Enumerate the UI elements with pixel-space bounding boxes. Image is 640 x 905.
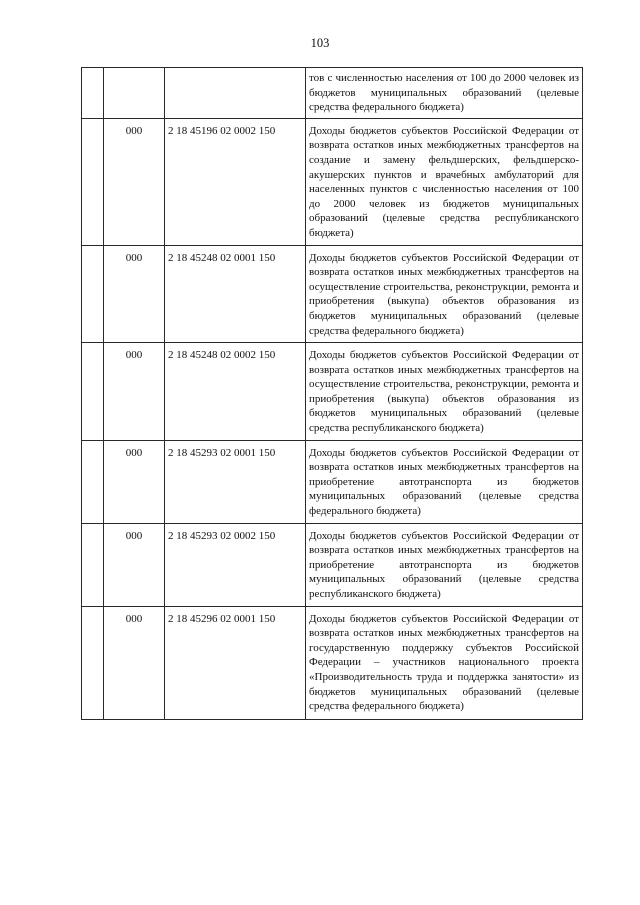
empty-cell bbox=[82, 440, 104, 523]
table-row bbox=[82, 523, 583, 606]
description-cell: Доходы бюджетов субъектов Российской Федерации от возврата остатков иных межбюджетных трансфертов на создание и замену фельдшерских, фельдшерско-акушерских пунктов и врачебных амбулаторий для населенных пунктов с численностью населения от 100 до 2000 человек из бюджетов муниципальных образований (целевые средства республиканского бюджета) bbox=[306, 118, 583, 245]
admin-code-cell: 000 bbox=[104, 245, 165, 343]
table-row bbox=[82, 245, 583, 343]
empty-cell bbox=[82, 68, 104, 119]
description-cell: Доходы бюджетов субъектов Российской Федерации от возврата остатков иных межбюджетных трансфертов на приобретение автотранспорта из бюджетов муниципальных образований (целевые средства республиканского бюджета) bbox=[306, 523, 583, 606]
description-cell: Доходы бюджетов субъектов Российской Федерации от возврата остатков иных межбюджетных трансфертов на приобретение автотранспорта из бюджетов муниципальных образований (целевые средства федерального бюджета) bbox=[306, 440, 583, 523]
admin-code-cell: 000 bbox=[104, 440, 165, 523]
empty-cell bbox=[82, 245, 104, 343]
description-cell: Доходы бюджетов субъектов Российской Федерации от возврата остатков иных межбюджетных трансфертов на осуществление строительства, реконструкции, ремонта и приобретения (выкупа) объектов образования из бюджетов муниципальных образований (целевые средства федерального бюджета) bbox=[306, 245, 583, 343]
empty-cell bbox=[82, 606, 104, 719]
budget-code-cell: 2 18 45293 02 0001 150 bbox=[165, 440, 306, 523]
description-cell: Доходы бюджетов субъектов Российской Федерации от возврата остатков иных межбюджетных трансфертов на осуществление строительства, реконструкции, ремонта и приобретения (выкупа) объектов образования из бюджетов муниципальных образований (целевые средства республиканского бюджета) bbox=[306, 343, 583, 441]
empty-cell bbox=[82, 343, 104, 441]
budget-code-cell: 2 18 45248 02 0001 150 bbox=[165, 245, 306, 343]
description-cell: Доходы бюджетов субъектов Российской Федерации от возврата остатков иных межбюджетных трансфертов на государственную поддержку субъектов Российской Федерации – участников национального проекта «Производительность труда и поддержка занятости» из бюджетов муниципальных образований (целевые средства федерального бюджета) bbox=[306, 606, 583, 719]
budget-code-cell bbox=[165, 68, 306, 119]
admin-code-cell: 000 bbox=[104, 523, 165, 606]
admin-code-cell: 000 bbox=[104, 118, 165, 245]
admin-code-cell bbox=[104, 68, 165, 119]
budget-code-cell: 2 18 45293 02 0002 150 bbox=[165, 523, 306, 606]
table-row bbox=[82, 440, 583, 523]
admin-code-cell: 000 bbox=[104, 606, 165, 719]
table-row bbox=[82, 606, 583, 719]
admin-code-cell: 000 bbox=[104, 343, 165, 441]
table-row bbox=[82, 118, 583, 245]
empty-cell bbox=[82, 118, 104, 245]
budget-codes-table bbox=[81, 67, 583, 720]
table-row bbox=[82, 68, 583, 119]
description-cell: тов с численностью населения от 100 до 2000 человек из бюджетов муниципальных образований (целевые средства федерального бюджета) bbox=[306, 68, 583, 119]
budget-code-cell: 2 18 45248 02 0002 150 bbox=[165, 343, 306, 441]
page-number: 103 bbox=[310, 36, 330, 50]
empty-cell bbox=[82, 523, 104, 606]
table-row bbox=[82, 343, 583, 441]
budget-code-cell: 2 18 45196 02 0002 150 bbox=[165, 118, 306, 245]
budget-code-cell: 2 18 45296 02 0001 150 bbox=[165, 606, 306, 719]
